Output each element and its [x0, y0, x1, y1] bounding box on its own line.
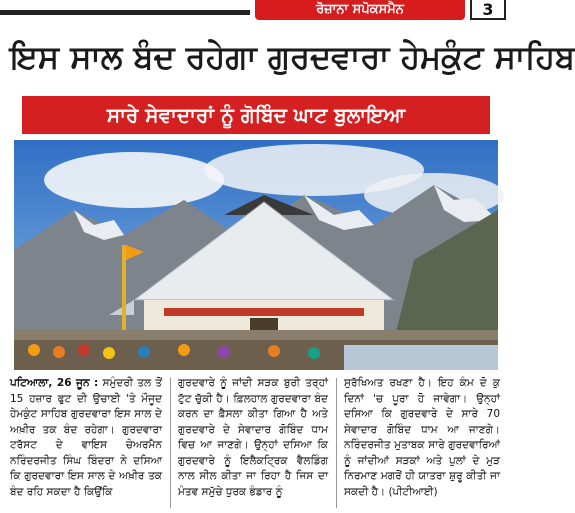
- gurdwara-photo: [14, 140, 498, 370]
- column-divider: [336, 378, 337, 508]
- nishan-sahib-pole: [122, 245, 126, 335]
- pilgrim: [178, 344, 190, 356]
- subheadline: ਸਾਰੇ ਸੇਵਾਦਾਰਾਂ ਨੂੰ ਗੋਬਿੰਦ ਘਾਟ ਬੁਲਾਇਆ: [22, 96, 490, 134]
- article-column-2: ਗੁਰਦਵਾਰੇ ਨੂੰ ਜਾਂਦੀ ਸੜਕ ਬੁਰੀ ਤਰ੍ਹਾਂ ਟੁੱਟ ਚੁੱਕੀ ਹੈ। ਫ਼ਿਲਹਾਲ ਗੁਰਦਵਾਰਾ ਬੰਦ ਕਰਨ ਦਾ ਫ਼ੈਸਲਾ ਕੀਤਾ ਗਿਆ ਹੈ ਅਤੇ ਗੁਰਦਵਾਰੇ ਦੇ ਸੇਵਾਦਾਰ ਗੋਬਿੰਦ ਧਾਮ ਵਿਚ ਆ ਜਾਣਗੇ। ਉਨ੍ਹਾਂ ਦਸਿਆ ਕਿ ਗੁਰਦਵਾਰੇ ਨੂੰ ਇਲੈਕਟ੍ਰਿਕ ਵੈਲਡਿੰਗ ਨਾਲ ਸੀਲ ਕੀਤਾ ਜਾ ਰਿਹਾ ਹੈ ਜਿਸ ਦਾ ਮੰਤਵ ਸਮੁੱਚੇ ਧੁਰਕ ਭੰਡਾਰ ਨੂੰ: [178, 377, 328, 498]
- decoration-band: [164, 308, 364, 316]
- masthead-title: ਰੋਜ਼ਾਨਾ ਸਪੋਕਸਮੈਨ: [255, 0, 465, 20]
- pilgrim: [78, 344, 90, 356]
- article-body: [10, 376, 500, 510]
- pilgrim: [218, 346, 230, 358]
- pilgrim: [53, 346, 65, 358]
- article-column-3: ਸੁਰੱਖਿਅਤ ਰਖਣਾ ਹੈ। ਇਹ ਕੰਮ ਦੋ ਕੁ ਦਿਨਾਂ 'ਚ ਪੂਰਾ ਹੋ ਜਾਵੇਗਾ। ਉਨ੍ਹਾਂ ਦਸਿਆ ਕਿ ਗੁਰਦਵਾਰੇ ਦੇ ਸਾਰੇ 70 ਸੇਵਾਦਾਰ ਗੋਬਿੰਦ ਧਾਮ ਆ ਜਾਣਗੇ। ਨਰਿੰਦਰਜੀਤ ਮੁਤਾਬਕ ਸਾਰੇ ਗੁਰਦਵਾਰਿਆਂ ਨੂੰ ਜਾਂਦੀਆਂ ਸੜਕਾਂ ਅਤੇ ਪੁਲਾਂ ਦੇ ਮੁੜ ਨਿਰਮਾਣ ਮਗਰੋਂ ਹੀ ਯਾਤਰਾ ਸ਼ੁਰੂ ਕੀਤੀ ਜਾ ਸਕਦੀ ਹੈ। (ਪੀਟੀਆਈ): [344, 377, 500, 498]
- article-column-1: [10, 376, 162, 510]
- sarovar: [344, 345, 498, 370]
- top-bar: [0, 0, 510, 22]
- dateline: ਪਟਿਆਲਾ, 26 ਜੂਨ :: [10, 377, 99, 389]
- column-divider: [170, 378, 171, 508]
- photo-illustration: [14, 140, 498, 370]
- pilgrim: [138, 346, 150, 358]
- headline: ਇਸ ਸਾਲ ਬੰਦ ਰਹੇਗਾ ਗੁਰਦਵਾਰਾ ਹੇਮਕੁੰਟ ਸਾਹਿਬ: [10, 38, 575, 76]
- pilgrim: [268, 345, 280, 357]
- masthead-rule: [0, 10, 250, 15]
- pilgrim: [103, 347, 115, 359]
- cloud: [44, 152, 224, 208]
- page-number: 3: [470, 0, 506, 20]
- column-1-text: ਸਮੁੰਦਰੀ ਤਲ ਤੋਂ 15 ਹਜ਼ਾਰ ਫੁਟ ਦੀ ਉਚਾਈ 'ਤੇ ਮੌਜੂਦ ਹੇਮਕੁੰਟ ਸਾਹਿਬ ਗੁਰਦਵਾਰਾ ਇਸ ਸਾਲ ਦੇ ਅਖ਼ੀਰ ਤਕ ਬੰਦ ਰਹੇਗਾ। ਗੁਰਦਵਾਰਾ ਟਰੱਸਟ ਦੇ ਵਾਇਸ ਚੇਅਰਮੈਨ ਨਰਿੰਦਰਜੀਤ ਸਿੰਘ ਬਿੰਦਰਾ ਨੇ ਦਸਿਆ ਕਿ ਗੁਰਦਵਾਰਾ ਇਸ ਸਾਲ ਦੇ ਅਖ਼ੀਰ ਤਕ ਬੰਦ ਰਹਿ ਸਕਦਾ ਹੈ ਕਿਉਂਕਿ: [10, 377, 162, 498]
- pilgrim: [308, 347, 320, 359]
- pilgrim: [28, 344, 40, 356]
